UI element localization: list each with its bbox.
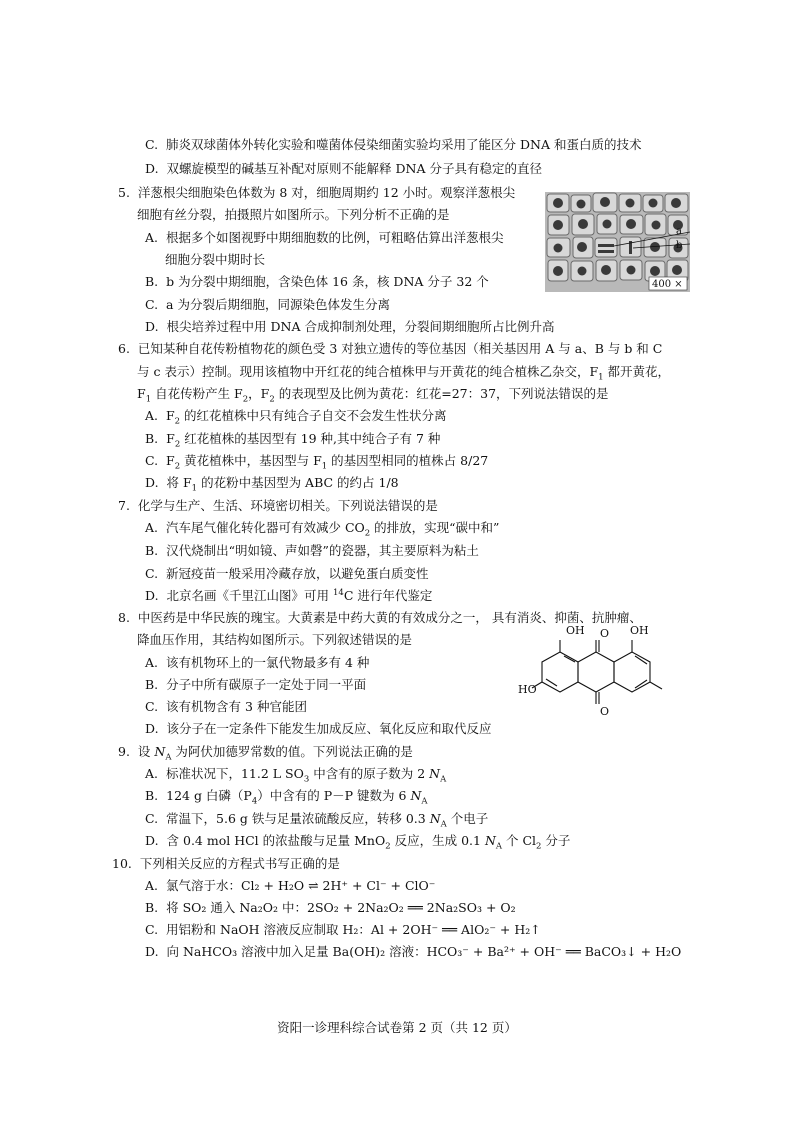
photo-label-a: a (676, 226, 682, 237)
q5-option-a-cont: 细胞分裂中期时长 (165, 252, 266, 267)
q10-option-d: D. 向 NaHCO₃ 溶液中加入足量 Ba(OH)₂ 溶液：HCO₃⁻ + Ba²⁺ + OH⁻ ══ BaCO₃↓ + H₂O (145, 944, 682, 959)
onion-root-tip-micrograph (545, 192, 690, 292)
q6-option-c: C. $F_2$ 黄花植株中，基因型与 $F_1$ 的基因型相同的植株占 8/27 (145, 453, 489, 472)
struct-label-o-bottom: O (600, 705, 610, 718)
q5-option-d: D. 根尖培养过程中用 DNA 合成抑制剂处理，分裂间期细胞所占比例升高 (145, 319, 555, 334)
struct-label-o-top: O (600, 627, 610, 640)
q6-stem-line3: $F_1$ 自花传粉产生 $F_2$，$F_2$ 的表现型及比例为黄花：红花=27：37，下列说法错误的是 (137, 386, 609, 405)
photo-label-b: b (676, 240, 683, 251)
q8-option-d: D. 该分子在一定条件下能发生加成反应、氧化反应和取代反应 (145, 721, 492, 736)
q6-stem-line1: 6. 已知某种自花传粉植物花的颜色受 3 对独立遗传的等位基因（相关基因用 A 与 a、B 与 b 和 C (118, 341, 663, 356)
q5-option-b: B. b 为分裂中期细胞，含染色体 16 条，核 DNA 分子 32 个 (145, 274, 489, 289)
q9-option-c: C. 常温下，5.6 g 铁与足量浓硫酸反应，转移 0.3 $N_A$ 个电子 (145, 811, 489, 830)
q8-option-b: B. 分子中所有碳原子一定处于同一平面 (145, 677, 367, 692)
q7-option-d: D. 北京名画《千里江山图》可用 $^{14}$C 进行年代鉴定 (145, 587, 433, 603)
q5-option-a: A. 根据多个如图视野中期细胞数的比例，可粗略估算出洋葱根尖 (145, 230, 504, 245)
q8-stem-line1: 8. 中医药是中华民族的瑰宝。大黄素是中药大黄的有效成分之一， 具有消炎、抑菌、抗肿瘤、 (118, 610, 642, 625)
q8-option-a: A. 该有机物环上的一氯代物最多有 4 种 (145, 655, 370, 670)
page-footer: 资阳一诊理科综合试卷第 2 页（共 12 页） (277, 1020, 517, 1035)
q6-stem-line2: 与 c 表示）控制。现用该植物中开红花的纯合植株甲与开黄花的纯合植株乙杂交，$F_1$ 都开黄花， (137, 364, 671, 383)
q5-option-c: C. a 为分裂后期细胞，同源染色体发生分离 (145, 297, 390, 312)
q10-option-a: A. 氯气溶于水：Cl₂ + H₂O ⇌ 2H⁺ + Cl⁻ + ClO⁻ (145, 878, 436, 893)
q9-stem: 9. 设 $N_A$ 为阿伏加德罗常数的值。下列说法正确的是 (118, 744, 413, 763)
q9-option-a: A. 标准状况下，11.2 L $SO_3$ 中含有的原子数为 2 $N_A$ (145, 766, 447, 785)
q5-stem-line1: 5. 洋葱根尖细胞染色体数为 8 对，细胞周期约 12 小时。观察洋葱根尖 (118, 185, 516, 200)
q9-option-d: D. 含 0.4 mol HCl 的浓盐酸与足量 MnO$_2$ 反应，生成 0.1 $N_A$ 个 $Cl_2$ 分子 (145, 833, 571, 852)
photo-magnification: 400 × (652, 279, 683, 290)
q9-option-b: B. 124 g 白磷$(P_4)$中含有的 P－P 键数为 6 $N_A$ (145, 788, 428, 807)
q7-option-c: C. 新冠疫苗一般采用冷藏存放，以避免蛋白质变性 (145, 566, 429, 581)
q10-option-b: B. 将 SO₂ 通入 Na₂O₂ 中：2SO₂ + 2Na₂O₂ ══ 2Na₂SO₃ + O₂ (145, 900, 516, 915)
q4-option-d: D. 双螺旋模型的碱基互补配对原则不能解释 DNA 分子具有稳定的直径 (145, 161, 542, 176)
q7-stem: 7. 化学与生产、生活、环境密切相关。下列说法错误的是 (118, 498, 438, 513)
q5-stem-line2: 细胞有丝分裂，拍摄照片如图所示。下列分析不正确的是 (137, 207, 450, 222)
struct-label-oh-left: OH (566, 624, 585, 637)
q10-stem: 10. 下列相关反应的方程式书写正确的是 (112, 856, 340, 871)
q6-option-d: D. 将 $F_1$ 的花粉中基因型为 ABC 的约占 1/8 (145, 475, 399, 494)
q8-option-c: C. 该有机物含有 3 种官能团 (145, 699, 307, 714)
q8-stem-line2: 降血压作用，其结构如图所示。下列叙述错误的是 (137, 632, 413, 647)
struct-label-oh-right: OH (630, 624, 649, 637)
q7-option-b: B. 汉代烧制出“明如镜、声如磬”的瓷器，其主要原料为粘土 (145, 543, 479, 558)
q4-option-c: C. 肺炎双球菌体外转化实验和噬菌体侵染细菌实验均采用了能区分 DNA 和蛋白质的技术 (145, 137, 642, 152)
q10-option-c: C. 用铝粉和 NaOH 溶液反应制取 H₂：Al + 2OH⁻ ══ AlO₂⁻ + H₂↑ (145, 922, 541, 937)
q6-option-a: A. $F_2$ 的红花植株中只有纯合子自交不会发生性状分离 (145, 408, 447, 427)
q6-option-b: B. $F_2$ 红花植株的基因型有 19 种,其中纯合子有 7 种 (145, 431, 441, 450)
q7-option-a: A. 汽车尾气催化转化器可有效减少 $CO_2$ 的排放，实现“碳中和” (145, 520, 500, 539)
struct-label-ho: HO (518, 683, 537, 696)
